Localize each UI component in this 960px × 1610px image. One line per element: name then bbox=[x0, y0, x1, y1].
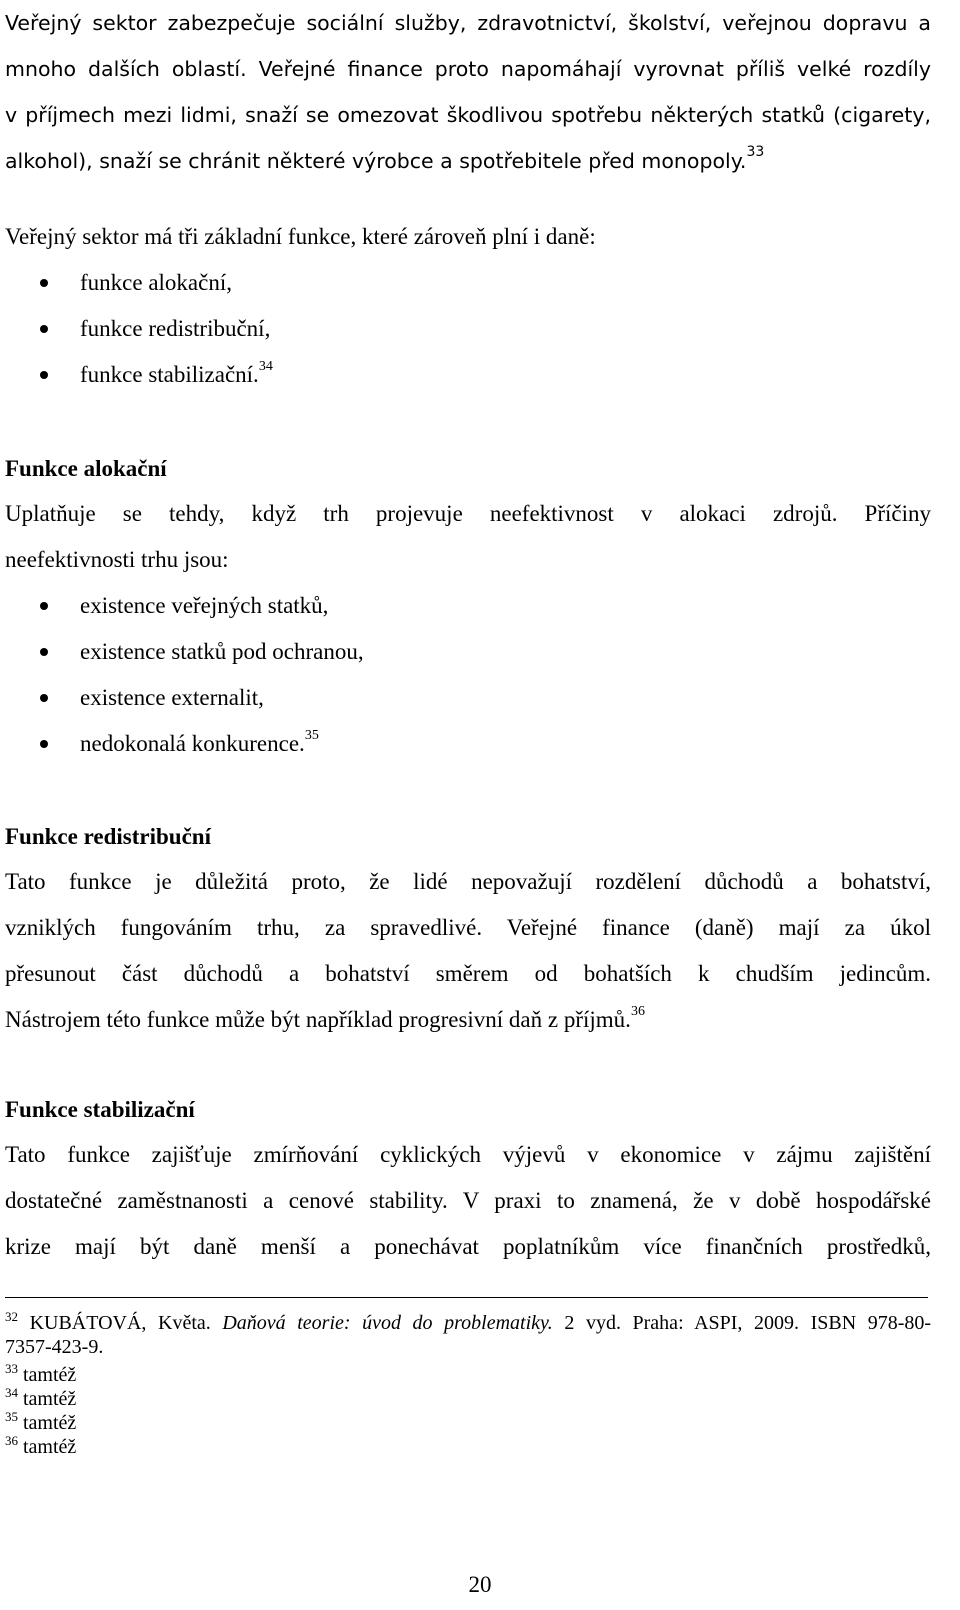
alokacni-paragraph bbox=[5, 491, 931, 583]
paragraph-line bbox=[5, 138, 931, 184]
functions-intro bbox=[5, 214, 931, 260]
footnote-number: 34 bbox=[5, 1385, 18, 1400]
footnote-divider bbox=[5, 1297, 928, 1298]
paragraph-line: dostatečné zaměstnanosti a cenové stability. V praxi to znamená, že v době hospodářské bbox=[5, 1188, 931, 1213]
footnote-title: Daňová teorie: úvod do problematiky. bbox=[222, 1312, 553, 1334]
footnote-number: 32 bbox=[5, 1309, 18, 1324]
list-item bbox=[0, 675, 900, 721]
list-item-text: existence veřejných statků, bbox=[80, 593, 329, 618]
functions-intro-text: Veřejný sektor má tři základní funkce, které zároveň plní i daně: bbox=[5, 224, 596, 249]
intro-paragraph bbox=[5, 0, 931, 184]
stabilizacni-paragraph bbox=[5, 1132, 931, 1270]
paragraph-line: přesunout část důchodů a bohatství směrem od bohatších k chudším jedincům. bbox=[5, 961, 931, 986]
footnote-text: tamtéž bbox=[23, 1388, 77, 1410]
list-item-text: funkce stabilizační. bbox=[80, 362, 259, 387]
list-item bbox=[0, 352, 900, 398]
footnote-publication: 2 vyd. Praha: ASPI, 2009. ISBN 978-80- bbox=[564, 1312, 932, 1334]
heading-redistribucni: Funkce redistribuční bbox=[5, 824, 211, 849]
paragraph-line: Tato funkce zajišťuje zmírňování cyklických výjevů v ekonomice v zájmu zajištění bbox=[5, 1142, 931, 1167]
paragraph-last-text: alkohol), snaží se chránit některé výrobce a spotřebitele před monopoly. bbox=[5, 149, 747, 173]
list-item-text: existence statků pod ochranou, bbox=[80, 639, 364, 664]
paragraph-line: Veřejný sektor zabezpečuje sociální služby, zdravotnictví, školství, veřejnou dopravu a bbox=[5, 11, 931, 35]
list-item bbox=[0, 306, 900, 352]
footnote-32 bbox=[5, 1311, 931, 1359]
footnote-34 bbox=[5, 1387, 931, 1411]
bullet-icon bbox=[40, 740, 48, 748]
list-item bbox=[0, 583, 900, 629]
footnote-36 bbox=[5, 1435, 931, 1459]
footnote-author: KUBÁTOVÁ, Květa. bbox=[29, 1312, 211, 1334]
heading-alokacni: Funkce alokační bbox=[5, 456, 167, 481]
bullet-icon bbox=[40, 648, 48, 656]
footnote-ref-34[interactable]: 34 bbox=[258, 359, 273, 374]
paragraph-line: vzniklých fungováním trhu, za spravedlivé. Veřejné finance (daně) mají za úkol bbox=[5, 915, 931, 940]
footnote-32-line1 bbox=[5, 1311, 931, 1335]
paragraph-last-text: Nástrojem této funkce může být například progresivní daň z příjmů. bbox=[5, 1007, 631, 1032]
list-item bbox=[0, 260, 900, 306]
footnote-number: 35 bbox=[5, 1409, 18, 1424]
list-item-text: nedokonalá konkurence. bbox=[80, 731, 305, 756]
footnote-32-line2: 7357-423-9. bbox=[5, 1336, 104, 1358]
list-item-text: funkce alokační, bbox=[80, 270, 232, 295]
bullet-icon bbox=[40, 694, 48, 702]
alokacni-list bbox=[0, 583, 900, 767]
bullet-icon bbox=[40, 602, 48, 610]
paragraph-line: neefektivnosti trhu jsou: bbox=[5, 547, 229, 572]
footnote-ref-36[interactable]: 36 bbox=[630, 1004, 645, 1019]
bullet-icon bbox=[40, 279, 48, 287]
footnote-33 bbox=[5, 1363, 931, 1387]
paragraph-line: Uplatňuje se tehdy, když trh projevuje neefektivnost v alokaci zdrojů. Příčiny bbox=[5, 501, 931, 526]
bullet-icon bbox=[40, 325, 48, 333]
paragraph-line: krize mají být daně menší a ponechávat poplatníkům více finančních prostředků, bbox=[5, 1234, 931, 1259]
footnote-number: 33 bbox=[5, 1361, 18, 1376]
bullet-icon bbox=[40, 371, 48, 379]
paragraph-line: Tato funkce je důležitá proto, že lidé nepovažují rozdělení důchodů a bohatství, bbox=[5, 869, 931, 894]
list-item bbox=[0, 721, 900, 767]
functions-list bbox=[0, 260, 900, 398]
page-number: 20 bbox=[468, 1572, 492, 1597]
redistribucni-paragraph bbox=[5, 859, 931, 1043]
list-item-text: funkce redistribuční, bbox=[80, 316, 271, 341]
footnote-ref-33[interactable]: 33 bbox=[746, 144, 765, 160]
footnote-text: tamtéž bbox=[23, 1436, 77, 1458]
paragraph-line: mnoho dalších oblastí. Veřejné finance proto napomáhají vyrovnat příliš velké rozdíly bbox=[5, 57, 931, 81]
paragraph-line bbox=[5, 997, 931, 1043]
footnote-number: 36 bbox=[5, 1433, 18, 1448]
list-item bbox=[0, 629, 900, 675]
footnote-text: tamtéž bbox=[23, 1412, 77, 1434]
paragraph-line: v příjmech mezi lidmi, snaží se omezovat škodlivou spotřebu některých statků (cigarety, bbox=[5, 103, 931, 127]
footnote-text: tamtéž bbox=[23, 1364, 77, 1386]
footnote-35 bbox=[5, 1411, 931, 1435]
footnote-ref-35[interactable]: 35 bbox=[304, 728, 319, 743]
heading-stabilizacni: Funkce stabilizační bbox=[5, 1097, 195, 1122]
list-item-text: existence externalit, bbox=[80, 685, 264, 710]
